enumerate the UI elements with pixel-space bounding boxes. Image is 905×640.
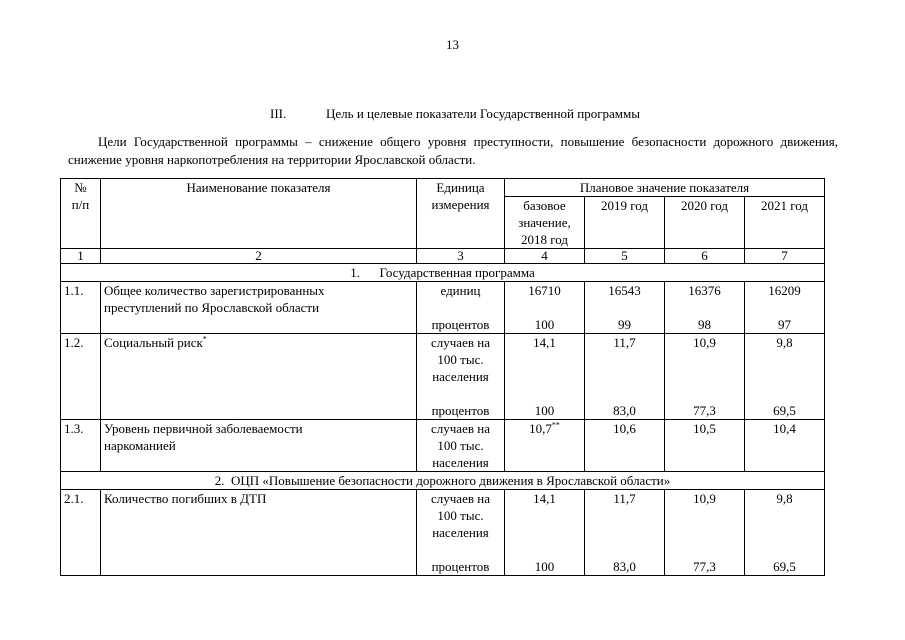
- table-row: [61, 420, 825, 472]
- table-row: [61, 490, 825, 576]
- row-name-text: Социальный риск: [104, 335, 203, 350]
- header-planned: Плановое значение показателя: [505, 179, 825, 197]
- value-base: [505, 282, 585, 334]
- section-label: 1. Государственная программа: [61, 264, 825, 282]
- row-name-line: наркоманией: [104, 438, 176, 453]
- header-2021: 2021 год: [745, 197, 825, 249]
- section-number: III.: [270, 106, 287, 121]
- value: 11,7: [613, 335, 636, 350]
- unit-line: случаев на: [431, 491, 490, 506]
- value: 9,8: [776, 491, 793, 506]
- value: 10,4: [773, 421, 796, 436]
- value-percent: 77,3: [693, 559, 716, 574]
- row-num: 1.3.: [61, 420, 101, 472]
- row-name-line: преступлений по Ярославской области: [104, 300, 320, 315]
- row-name: [101, 420, 417, 472]
- row-unit: [417, 420, 505, 472]
- value-percent: 83,0: [613, 403, 636, 418]
- value: 14,1: [533, 491, 556, 506]
- row-unit: [417, 334, 505, 420]
- unit-line: единиц: [440, 283, 481, 298]
- target-indicators-table: [60, 178, 825, 576]
- header-2020: 2020 год: [665, 197, 745, 249]
- header-base: базовое значение, 2018 год: [505, 197, 585, 249]
- value-percent: 100: [534, 559, 555, 574]
- row-name: [101, 490, 417, 576]
- value-2020: [665, 282, 745, 334]
- value: 10,6: [613, 421, 636, 436]
- section-title: Цель и целевые показатели Государственной программы: [326, 106, 640, 121]
- col-number: 4: [505, 249, 585, 264]
- unit-line: процентов: [431, 317, 490, 332]
- unit-line: населения: [432, 455, 489, 470]
- value-percent: 69,5: [773, 559, 796, 574]
- row-name-line: Общее количество зарегистрированных: [104, 283, 325, 298]
- value-2019: [585, 334, 665, 420]
- header-row-1: [61, 179, 825, 197]
- row-num: 1.2.: [61, 334, 101, 420]
- value-2019: [585, 490, 665, 576]
- unit-line: 100 тыс.: [437, 352, 484, 367]
- value-percent: 100: [534, 317, 555, 332]
- value: 10,9: [693, 335, 716, 350]
- value: 16376: [688, 283, 721, 298]
- value: 16710: [528, 283, 561, 298]
- col-number: 7: [745, 249, 825, 264]
- col-number: 1: [61, 249, 101, 264]
- value-base: [505, 490, 585, 576]
- page-number: 13: [446, 37, 459, 52]
- value-percent: 83,0: [613, 559, 636, 574]
- value-2019: [585, 420, 665, 472]
- section-label: 2. ОЦП «Повышение безопасности дорожного движения в Ярославской области»: [61, 472, 825, 490]
- table-row: [61, 282, 825, 334]
- section-heading: [270, 105, 830, 122]
- unit-line: населения: [432, 369, 489, 384]
- section-row-2: [61, 472, 825, 490]
- value-base: [505, 334, 585, 420]
- unit-line: случаев на: [431, 335, 490, 350]
- header-unit: Единица измерения: [417, 179, 505, 249]
- row-name: [101, 282, 417, 334]
- value-2021: [745, 334, 825, 420]
- row-num: 1.1.: [61, 282, 101, 334]
- value-2021: [745, 420, 825, 472]
- value: 10,5: [693, 421, 716, 436]
- footnote-mark: **: [551, 420, 560, 430]
- value: 9,8: [776, 335, 793, 350]
- col-number: 2: [101, 249, 417, 264]
- value-2020: [665, 334, 745, 420]
- row-unit: [417, 282, 505, 334]
- intro-paragraph: Цели Государственной программы – снижение общего уровня преступности, повышение безопасности дорожного движения, снижение уровня наркопотребления на территории Ярославской области.: [68, 134, 838, 167]
- value-2020: [665, 490, 745, 576]
- section-row-1: [61, 264, 825, 282]
- unit-line: населения: [432, 525, 489, 540]
- value: 10,7: [529, 421, 552, 436]
- footnote-mark: *: [202, 334, 207, 344]
- unit-line: процентов: [431, 559, 490, 574]
- value: 16209: [768, 283, 801, 298]
- value: 10,9: [693, 491, 716, 506]
- table-row: [61, 334, 825, 420]
- value-base: [505, 420, 585, 472]
- value-percent: 97: [778, 317, 791, 332]
- col-number: 5: [585, 249, 665, 264]
- row-num: 2.1.: [61, 490, 101, 576]
- value-2021: [745, 282, 825, 334]
- value: 11,7: [613, 491, 636, 506]
- row-unit: [417, 490, 505, 576]
- value: 16543: [608, 283, 641, 298]
- unit-line: случаев на: [431, 421, 490, 436]
- value-percent: 98: [698, 317, 711, 332]
- row-name: [101, 334, 417, 420]
- unit-line: процентов: [431, 403, 490, 418]
- header-name: Наименование показателя: [101, 179, 417, 249]
- value: 14,1: [533, 335, 556, 350]
- unit-line: 100 тыс.: [437, 508, 484, 523]
- row-name-text: Количество погибших в ДТП: [104, 491, 267, 506]
- column-number-row: [61, 249, 825, 264]
- value-percent: 99: [618, 317, 631, 332]
- value-percent: 69,5: [773, 403, 796, 418]
- row-name-line: Уровень первичной заболеваемости: [104, 421, 303, 436]
- value-2019: [585, 282, 665, 334]
- value-2021: [745, 490, 825, 576]
- value-percent: 100: [534, 403, 555, 418]
- unit-line: 100 тыс.: [437, 438, 484, 453]
- header-2019: 2019 год: [585, 197, 665, 249]
- col-number: 3: [417, 249, 505, 264]
- value-percent: 77,3: [693, 403, 716, 418]
- col-number: 6: [665, 249, 745, 264]
- value-2020: [665, 420, 745, 472]
- header-num: № п/п: [61, 179, 101, 249]
